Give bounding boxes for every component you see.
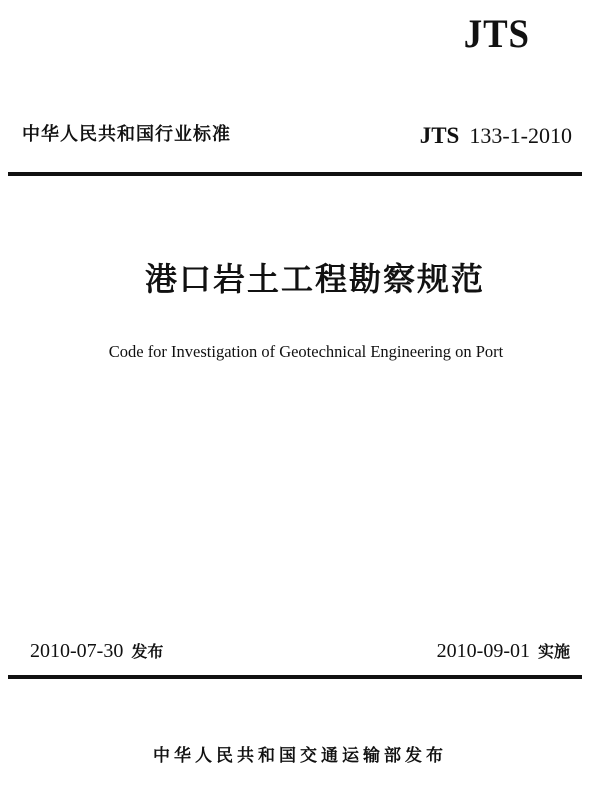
issue-date: [30, 641, 163, 661]
implementation-date-value: 2010-09-01: [436, 640, 530, 662]
top-rule-divider: [8, 172, 582, 176]
implementation-date-label: 实施: [537, 642, 570, 661]
standard-prefix: JTS: [419, 123, 460, 148]
title-english: Code for Investigation of Geotechnical Engineering on Port: [108, 342, 504, 361]
standard-code: 133-1-2010: [469, 123, 572, 148]
standard-number: [420, 124, 572, 147]
issue-date-label: 发布: [131, 642, 164, 661]
jts-logo: JTS: [463, 11, 530, 56]
bottom-rule-divider: [8, 675, 582, 679]
issue-date-value: 2010-07-30: [30, 640, 124, 662]
publisher-line: 中华人民共和国交通运输部发布: [153, 746, 447, 766]
title-chinese: 港口岩土工程勘察规范: [144, 260, 485, 298]
implementation-date: [437, 641, 570, 661]
standard-category: 中华人民共和国行业标准: [22, 124, 231, 145]
